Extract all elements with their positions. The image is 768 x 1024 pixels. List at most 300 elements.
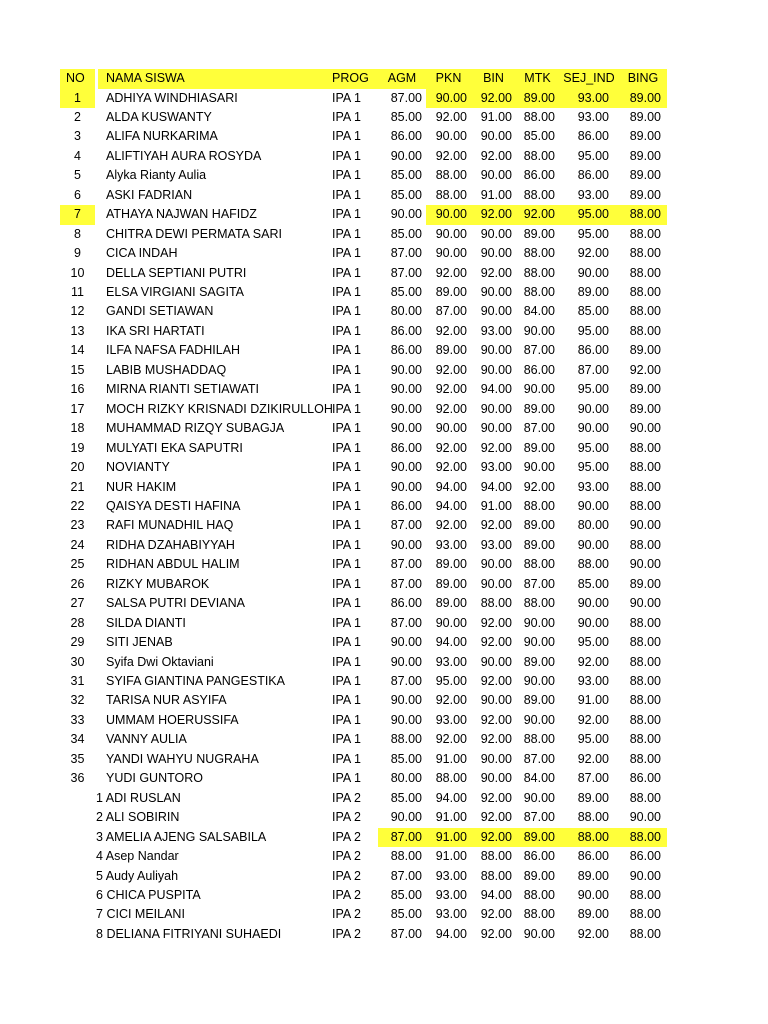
cell-agm[interactable]: 87.00 [390,926,422,941]
cell-sej[interactable]: 92.00 [577,712,609,727]
cell-bing[interactable]: 88.00 [629,265,661,280]
cell-prog[interactable]: IPA 1 [332,615,361,630]
cell-name[interactable]: NUR HAKIM [106,479,177,494]
cell-prog[interactable]: IPA 1 [332,440,361,455]
cell-agm[interactable]: 86.00 [390,323,422,338]
cell-mtk[interactable]: 88.00 [523,109,555,124]
cell-pkn[interactable]: 89.00 [435,343,467,358]
cell-sej[interactable]: 87.00 [577,771,609,786]
cell-mtk[interactable]: 88.00 [523,265,555,280]
cell-agm[interactable]: 85.00 [390,187,422,202]
cell-bing[interactable]: 88.00 [629,926,661,941]
cell-prog[interactable]: IPA 2 [332,810,361,825]
cell-sej[interactable]: 93.00 [577,187,609,202]
cell-bing[interactable]: 90.00 [629,868,661,883]
cell-pkn[interactable]: 89.00 [435,576,467,591]
cell-sej[interactable]: 95.00 [577,226,609,241]
cell-bing[interactable]: 88.00 [629,674,661,688]
cell-agm[interactable]: 90.00 [390,810,422,825]
cell-agm[interactable]: 80.00 [390,304,422,319]
cell-name[interactable]: ALIFA NURKARIMA [106,129,218,144]
cell-agm[interactable]: 90.00 [390,401,422,416]
cell-bin[interactable]: 92.00 [480,907,512,922]
cell-bing[interactable]: 88.00 [629,907,661,922]
cell-prog[interactable]: IPA 1 [332,304,361,319]
cell-agm[interactable]: 90.00 [390,382,422,397]
cell-mtk[interactable]: 90.00 [523,460,555,475]
cell-mtk[interactable]: 88.00 [523,148,555,163]
cell-no[interactable]: 32 [70,693,85,708]
cell-prog[interactable]: IPA 1 [332,421,361,436]
cell-prog[interactable]: IPA 1 [332,712,361,727]
cell-agm[interactable]: 90.00 [390,148,422,163]
cell-mtk[interactable]: 84.00 [523,304,555,319]
cell-name[interactable]: ALIFTIYAH AURA ROSYDA [106,148,262,163]
cell-bin[interactable]: 92.00 [480,926,512,941]
cell-bin[interactable]: 90.00 [480,362,512,377]
cell-mtk[interactable]: 89.00 [516,89,559,109]
cell-sej[interactable]: 92.00 [577,246,609,261]
cell-agm[interactable]: 87.00 [390,576,422,591]
cell-mtk[interactable]: 90.00 [523,712,555,727]
cell-mtk[interactable]: 89.00 [523,226,555,241]
cell-pkn[interactable]: 93.00 [435,907,467,922]
cell-name[interactable]: RIDHAN ABDUL HALIM [106,557,240,572]
cell-name[interactable]: IKA SRI HARTATI [106,323,205,338]
cell-bin[interactable]: 92.00 [471,828,516,848]
cell-bing[interactable]: 88.00 [629,790,661,805]
cell-name[interactable]: SILDA DIANTI [106,615,186,630]
cell-bing[interactable]: 88.00 [629,440,661,455]
cell-agm[interactable]: 87.00 [390,557,422,572]
cell-prog[interactable]: IPA 1 [332,460,361,475]
cell-bin[interactable]: 88.00 [480,868,512,883]
cell-name[interactable]: RIZKY MUBAROK [106,576,210,591]
cell-pkn[interactable]: 92.00 [435,362,467,377]
cell-pkn[interactable]: 92.00 [435,148,467,163]
cell-bing[interactable]: 88.00 [629,732,661,747]
header-sej-ind[interactable]: SEJ_IND [559,69,619,89]
cell-agm[interactable]: 90.00 [390,479,422,494]
cell-pkn[interactable]: 92.00 [435,382,467,397]
cell-no[interactable]: 20 [70,460,85,475]
cell-pkn[interactable]: 92.00 [435,693,467,708]
cell-sej[interactable]: 93.00 [577,479,609,494]
cell-no-name[interactable] [60,905,326,925]
cell-mtk[interactable]: 88.00 [523,246,555,261]
cell-agm[interactable]: 87.00 [390,868,422,883]
cell-mtk[interactable]: 88.00 [523,732,555,747]
cell-bin[interactable]: 90.00 [480,246,512,261]
cell-bing[interactable]: 88.00 [629,498,661,513]
cell-prog[interactable]: IPA 1 [332,693,361,708]
cell-no[interactable]: 22 [70,498,85,513]
cell-bing[interactable]: 89.00 [629,187,661,202]
cell-bin[interactable]: 92.00 [480,440,512,455]
cell-prog[interactable]: IPA 1 [332,732,361,747]
cell-no[interactable]: 29 [70,635,85,650]
cell-mtk[interactable]: 89.00 [523,654,555,669]
cell-bin[interactable]: 90.00 [480,771,512,786]
cell-agm[interactable]: 85.00 [390,887,422,902]
cell-prog[interactable]: IPA 1 [332,129,361,144]
cell-sej[interactable]: 86.00 [577,129,609,144]
header-bin[interactable]: BIN [471,69,516,89]
cell-no[interactable]: 23 [70,518,85,533]
cell-mtk[interactable]: 90.00 [523,790,555,805]
cell-bin[interactable]: 90.00 [480,401,512,416]
cell-name[interactable]: QAISYA DESTI HAFINA [106,498,241,513]
cell-agm[interactable]: 86.00 [390,498,422,513]
cell-prog[interactable]: IPA 2 [332,887,361,902]
cell-prog[interactable]: IPA 1 [332,518,361,533]
header-mtk[interactable]: MTK [516,69,559,89]
cell-pkn[interactable]: 91.00 [435,810,467,825]
cell-no[interactable]: 34 [70,732,85,747]
cell-pkn[interactable]: 94.00 [435,790,467,805]
cell-mtk[interactable]: 84.00 [523,771,555,786]
cell-mtk[interactable]: 88.00 [523,187,555,202]
cell-pkn[interactable]: 95.00 [435,674,467,688]
cell-agm[interactable]: 90.00 [390,537,422,552]
cell-bin[interactable]: 94.00 [480,887,512,902]
cell-name[interactable]: ILFA NAFSA FADHILAH [106,343,241,358]
cell-no[interactable]: 26 [70,576,85,591]
cell-sej[interactable]: 92.00 [577,751,609,766]
cell-mtk[interactable]: 88.00 [523,285,555,299]
cell-prog[interactable]: IPA 1 [332,479,361,494]
cell-agm[interactable]: 90.00 [390,460,422,475]
cell-bing[interactable]: 90.00 [629,596,661,611]
cell-no[interactable]: 18 [70,421,85,436]
cell-name[interactable]: Alyka Rianty Aulia [106,168,207,183]
cell-no[interactable]: 14 [70,343,85,358]
cell-mtk[interactable]: 86.00 [523,849,555,864]
header-prog[interactable]: PROG [326,69,378,89]
cell-bin[interactable]: 90.00 [480,129,512,144]
cell-prog[interactable]: IPA 2 [332,868,361,883]
cell-pkn[interactable]: 88.00 [435,168,467,183]
cell-pkn[interactable]: 92.00 [435,401,467,416]
cell-no[interactable]: 5 [74,168,81,183]
cell-prog[interactable]: IPA 1 [332,226,361,241]
cell-prog[interactable]: IPA 1 [332,90,361,105]
cell-bing[interactable]: 88.00 [629,751,661,766]
cell-pkn[interactable]: 90.00 [426,89,471,109]
cell-bing[interactable]: 89.00 [629,576,661,591]
cell-bin[interactable]: 90.00 [480,168,512,183]
cell-agm[interactable]: 90.00 [390,635,422,650]
cell-no[interactable]: 8 [74,226,81,241]
cell-name[interactable]: ASKI FADRIAN [106,187,193,202]
cell-name[interactable]: YUDI GUNTORO [106,771,203,786]
cell-bing[interactable]: 89.00 [629,129,661,144]
cell-bing[interactable]: 88.00 [629,285,661,299]
cell-pkn[interactable]: 92.00 [435,109,467,124]
cell-sej[interactable]: 93.00 [577,674,609,688]
cell-mtk[interactable]: 90.00 [523,615,555,630]
cell-bing[interactable]: 88.00 [629,226,661,241]
cell-prog[interactable]: IPA 1 [332,751,361,766]
cell-no[interactable]: 24 [70,537,85,552]
cell-bin[interactable]: 90.00 [480,654,512,669]
cell-sej[interactable]: 89.00 [577,868,609,883]
cell-prog[interactable]: IPA 1 [332,168,361,183]
cell-name[interactable]: ADHIYA WINDHIASARI [106,90,238,105]
header-agm[interactable]: AGM [378,69,426,89]
cell-no[interactable]: 33 [70,712,85,727]
cell-pkn[interactable]: 89.00 [435,557,467,572]
cell-bin[interactable]: 90.00 [480,285,512,299]
cell-bin[interactable]: 90.00 [480,693,512,708]
cell-name[interactable]: TARISA NUR ASYIFA [106,693,227,708]
cell-bin[interactable]: 94.00 [480,479,512,494]
cell-agm[interactable]: 90.00 [390,654,422,669]
cell-no[interactable]: 25 [70,557,85,572]
cell-prog[interactable]: IPA 1 [332,654,361,669]
cell-prog[interactable]: IPA 1 [332,401,361,416]
cell-agm[interactable]: 90.00 [390,207,422,222]
cell-mtk[interactable]: 92.00 [523,479,555,494]
cell-agm[interactable]: 86.00 [390,129,422,144]
cell-name[interactable]: ALDA KUSWANTY [106,109,212,124]
cell-no[interactable]: 7 [60,205,95,225]
cell-bing[interactable]: 89.00 [629,109,661,124]
cell-prog[interactable]: IPA 1 [332,635,361,650]
cell-agm[interactable]: 87.00 [390,674,422,688]
cell-prog[interactable]: IPA 1 [332,148,361,163]
cell-no[interactable]: 31 [70,674,85,688]
cell-mtk[interactable]: 90.00 [523,674,555,688]
cell-pkn[interactable]: 91.00 [435,849,467,864]
cell-name[interactable]: CICA INDAH [106,246,178,261]
cell-bing[interactable]: 88.00 [629,615,661,630]
cell-agm[interactable]: 88.00 [390,849,422,864]
cell-name[interactable]: ELSA VIRGIANI SAGITA [106,285,245,299]
cell-no[interactable]: 19 [70,440,85,455]
cell-mtk[interactable]: 90.00 [523,382,555,397]
cell-name[interactable]: RIDHA DZAHABIYYAH [106,537,235,552]
cell-bing[interactable]: 89.00 [629,382,661,397]
cell-no[interactable]: 11 [71,285,84,299]
cell-bin[interactable]: 92.00 [480,790,512,805]
cell-pkn[interactable]: 94.00 [435,635,467,650]
cell-prog[interactable]: IPA 1 [332,557,361,572]
cell-pkn[interactable]: 92.00 [435,732,467,747]
cell-sej[interactable]: 85.00 [577,304,609,319]
cell-name[interactable]: UMMAM HOERUSSIFA [106,712,239,727]
cell-agm[interactable]: 85.00 [390,109,422,124]
cell-name[interactable]: VANNY AULIA [106,732,187,747]
cell-bin[interactable]: 88.00 [480,596,512,611]
cell-sej[interactable]: 95.00 [559,205,619,225]
cell-bin[interactable]: 92.00 [480,810,512,825]
cell-prog[interactable]: IPA 1 [332,323,361,338]
cell-name[interactable]: LABIB MUSHADDAQ [106,362,227,377]
cell-prog[interactable]: IPA 2 [332,829,361,844]
cell-bing[interactable]: 89.00 [629,168,661,183]
cell-prog[interactable]: IPA 1 [332,285,361,299]
cell-bing[interactable]: 90.00 [629,518,661,533]
cell-sej[interactable]: 92.00 [577,654,609,669]
cell-agm[interactable]: 85.00 [390,226,422,241]
cell-mtk[interactable]: 88.00 [523,557,555,572]
cell-sej[interactable]: 88.00 [577,557,609,572]
cell-mtk[interactable]: 90.00 [523,635,555,650]
cell-sej[interactable]: 91.00 [577,693,609,708]
cell-bin[interactable]: 92.00 [480,148,512,163]
cell-agm[interactable]: 90.00 [390,362,422,377]
cell-bin[interactable]: 90.00 [480,421,512,436]
cell-bing[interactable]: 89.00 [629,401,661,416]
cell-prog[interactable]: IPA 1 [332,343,361,358]
cell-pkn[interactable]: 92.00 [435,518,467,533]
cell-prog[interactable]: IPA 1 [332,265,361,280]
header-name[interactable]: NAMA SISWA [98,69,326,89]
cell-bin[interactable]: 92.00 [480,265,512,280]
cell-no[interactable]: 27 [70,596,85,611]
cell-prog[interactable]: IPA 2 [332,926,361,941]
header-no[interactable]: NO [60,69,95,89]
cell-sej[interactable]: 95.00 [577,460,609,475]
cell-bing[interactable]: 88.00 [619,828,667,848]
cell-pkn[interactable]: 90.00 [435,226,467,241]
cell-sej[interactable]: 90.00 [577,401,609,416]
cell-bing[interactable]: 89.00 [629,148,661,163]
cell-no[interactable]: 10 [70,265,85,280]
cell-agm[interactable]: 85.00 [390,168,422,183]
cell-agm[interactable]: 87.00 [390,246,422,261]
cell-sej[interactable]: 80.00 [577,518,609,533]
cell-sej[interactable]: 95.00 [577,440,609,455]
cell-prog[interactable]: IPA 1 [332,187,361,202]
cell-agm[interactable]: 87.00 [390,90,422,105]
cell-pkn[interactable]: 91.00 [426,828,471,848]
cell-pkn[interactable]: 94.00 [435,926,467,941]
cell-prog[interactable]: IPA 1 [332,207,361,222]
cell-bin[interactable]: 92.00 [480,518,512,533]
cell-no[interactable]: 4 [74,148,81,163]
cell-prog[interactable]: IPA 1 [332,362,361,377]
cell-name[interactable]: RAFI MUNADHIL HAQ [106,518,234,533]
cell-name[interactable]: SALSA PUTRI DEVIANA [106,596,245,611]
cell-mtk[interactable]: 87.00 [523,576,555,591]
cell-no-name[interactable] [60,789,326,809]
cell-name[interactable]: GANDI SETIAWAN [106,304,214,319]
cell-bin[interactable]: 93.00 [480,460,512,475]
cell-bing[interactable]: 92.00 [629,362,661,377]
cell-prog[interactable]: IPA 2 [332,790,361,805]
cell-bing[interactable]: 88.00 [629,323,661,338]
cell-prog[interactable]: IPA 1 [332,537,361,552]
cell-pkn[interactable]: 92.00 [435,460,467,475]
cell-bing[interactable]: 88.00 [629,887,661,902]
cell-agm[interactable]: 86.00 [390,596,422,611]
cell-no[interactable]: 12 [70,304,85,319]
cell-no[interactable]: 21 [70,479,85,494]
cell-pkn[interactable]: 89.00 [435,285,467,299]
cell-prog[interactable]: IPA 1 [332,771,361,786]
cell-bin[interactable]: 91.00 [480,498,512,513]
cell-bing[interactable]: 88.00 [629,693,661,708]
cell-bin[interactable]: 90.00 [480,343,512,358]
cell-prog[interactable]: IPA 1 [332,109,361,124]
cell-prog[interactable]: IPA 1 [332,498,361,513]
cell-name[interactable]: SITI JENAB [106,635,173,650]
cell-agm[interactable]: 90.00 [390,712,422,727]
cell-bin[interactable]: 93.00 [480,537,512,552]
cell-mtk[interactable]: 89.00 [523,440,555,455]
cell-bin[interactable]: 92.00 [480,674,512,688]
cell-agm[interactable]: 87.00 [390,518,422,533]
cell-sej[interactable]: 90.00 [577,537,609,552]
cell-name[interactable]: CHITRA DEWI PERMATA SARI [106,226,282,241]
cell-agm[interactable]: 85.00 [390,285,422,299]
cell-mtk[interactable]: 88.00 [523,498,555,513]
cell-pkn[interactable]: 90.00 [426,205,471,225]
cell-prog[interactable]: IPA 2 [332,907,361,922]
cell-agm[interactable]: 85.00 [390,790,422,805]
cell-bin[interactable]: 92.00 [471,89,516,109]
cell-no[interactable]: 28 [70,615,85,630]
cell-name[interactable]: MIRNA RIANTI SETIAWATI [106,382,260,397]
cell-no[interactable]: 9 [74,246,81,261]
cell-sej[interactable]: 90.00 [577,421,609,436]
cell-sej[interactable]: 95.00 [577,732,609,747]
cell-sej[interactable]: 89.00 [577,285,609,299]
cell-pkn[interactable]: 94.00 [435,498,467,513]
cell-bin[interactable]: 94.00 [480,382,512,397]
cell-sej[interactable]: 95.00 [577,148,609,163]
cell-mtk[interactable]: 90.00 [523,323,555,338]
cell-agm[interactable]: 88.00 [390,732,422,747]
cell-mtk[interactable]: 87.00 [523,810,555,825]
cell-pkn[interactable]: 90.00 [435,615,467,630]
cell-sej[interactable]: 85.00 [577,576,609,591]
cell-agm[interactable]: 87.00 [378,828,426,848]
cell-sej[interactable]: 95.00 [577,323,609,338]
cell-mtk[interactable]: 88.00 [523,596,555,611]
cell-name[interactable]: NOVIANTY [106,460,170,475]
cell-prog[interactable]: IPA 1 [332,246,361,261]
cell-no[interactable]: 30 [70,654,85,669]
cell-bing[interactable]: 86.00 [629,771,661,786]
cell-prog[interactable]: IPA 2 [332,849,361,864]
cell-agm[interactable]: 80.00 [390,771,422,786]
cell-bing[interactable]: 88.00 [629,635,661,650]
cell-prog[interactable]: IPA 1 [332,674,361,688]
cell-sej[interactable]: 90.00 [577,265,609,280]
cell-prog[interactable]: IPA 1 [332,382,361,397]
cell-bin[interactable]: 92.00 [480,615,512,630]
cell-mtk[interactable]: 87.00 [523,343,555,358]
cell-pkn[interactable]: 93.00 [435,887,467,902]
cell-no[interactable]: 36 [70,771,85,786]
cell-pkn[interactable]: 88.00 [435,771,467,786]
cell-sej[interactable]: 93.00 [559,89,619,109]
cell-mtk[interactable]: 90.00 [523,926,555,941]
cell-pkn[interactable]: 93.00 [435,868,467,883]
cell-agm[interactable]: 85.00 [390,907,422,922]
cell-pkn[interactable]: 91.00 [435,751,467,766]
cell-bin[interactable]: 90.00 [480,557,512,572]
cell-mtk[interactable]: 89.00 [523,401,555,416]
cell-sej[interactable]: 86.00 [577,849,609,864]
cell-sej[interactable]: 90.00 [577,498,609,513]
cell-bin[interactable]: 90.00 [480,226,512,241]
cell-name[interactable]: SYIFA GIANTINA PANGESTIKA [106,674,285,688]
cell-name[interactable]: ATHAYA NAJWAN HAFIDZ [106,207,257,222]
